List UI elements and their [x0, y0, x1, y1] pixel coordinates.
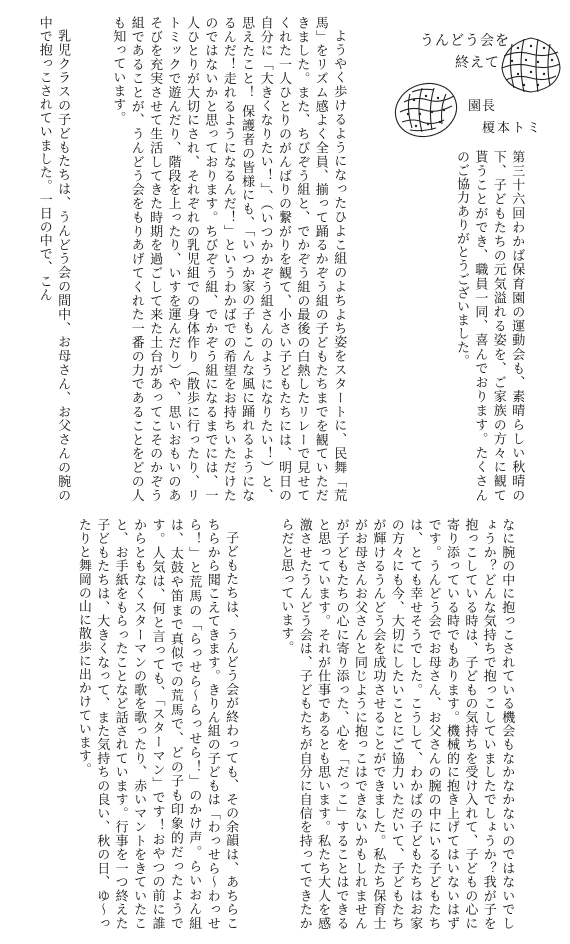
author-role: 園長	[468, 99, 497, 114]
author-name: 榎本トミ	[482, 121, 543, 136]
intro-paragraph-3: 乳児クラスの子どもたちは、うんどう会の間中、お母さん、お父さんの腕の中で抱っこされていました。一日の中で、こん	[36, 16, 71, 502]
article-title-line1: うんどう会を	[420, 33, 510, 49]
intro-paragraph-1: 第三十六回わかば保育園の運動会も、素晴らしい秋晴の下、子どもたちの元気溢れる姿を、ご家族の方々に観て貰うことができ、職員一同、喜んでおります。たくさんのご協力ありがとうございました。	[453, 150, 525, 502]
article-column-top-right	[384, 150, 562, 502]
pinecone-icon	[392, 78, 464, 142]
article-title-line2: 終えて	[455, 55, 500, 71]
article-column-bottom	[10, 518, 552, 930]
continued-paragraph-1: なに腕の中に抱っこされている機会もなかなかないのではないでしょうか？どんな気持ちで抱っこしていましたでしょうか？我が子を抱っこしている時は、子どもの気持ちを受け入れて、子どもの心に寄り添っている時でもあります。機械的に抱き上げてはいないはずです。うんどう会でお母さん、お父さんの腕の中にいる子どもたちは、とても幸せそうでした。こうして、わかばの子どもたちはお家の方々にも今、大切にしたいことにご協力いただいて、子どもたちが輝けるうんどう会を成功させることができました。私たち保育士がお母さんお父さんと同じように抱っこはできないかもしれませんが子どもたちの心に寄り添った、心を「だっこ」することはできると思っています。それが仕事であるとも思います。私たち大人を感激させたうんどう会は、子どもたちが自分に自信を持ってできたからだと思っています。	[278, 518, 515, 930]
article-column-top	[8, 16, 384, 502]
intro-paragraph-2: ようやく歩けるようになったひよこ組のよちよち姿をスタートに、民舞「荒馬」をリズム感よく全員、揃って踊るかぞう組の子どもたちまでを観ていただきました。また、ちびぞう組と、でかぞう組の最後の白熱したリレーで見せてくれた一人ひとりのがんばりの繋がりを観て、小さい子どもたちには、明日の自分に「大きくなりたい！」、（いつかかぞう組さんのようになりたい！）と、思えたこと！ 保護者の皆様にも、「いつか家の子もこんな風に踊れるようになるんだ！走れるようになるんだ！」というわかばでの希望をお持ちいただけたのではないかと思っております。ちびぞう組、でかぞう組になるまでには、一人ひとりが大切にされ、それぞれの乳児組での身体作り（散歩に行ったり、リトミックで遊んだり、階段を上ったり、いすを運んだり）や、思いおもいのあそびを充実させて生活してきた時期を過ごして来た土台があってこそのかぞう組であることが、うんどう会をもりあげてくれた一番の力であることをどの人も知っています。	[110, 16, 347, 502]
final-paragraph-1: 子どもたちは、うんどう会が終わっても、その余韻は、あちらこちらから聞こえてきます。きりん組の子どもは「わっせら〜わっせら！」と荒馬の「らっせら〜らっせら！」のかけ声。らいおん組は、太鼓や笛まで真似での荒馬で、どの子も印象的だったようです。人気は、何と言っても、「スターマン」です！おやつの前に誰からともなくスターマンの歌を歌ったり、赤いマントをきていたこと、お手紙をもらったことなど話されています。行事を一つ終えた子どもたちは、大きくなって、また気持ちの良い、秋の日、ゆ〜ったりと舞岡の山に散歩に出かけています。	[75, 518, 239, 930]
pinecone-icon	[498, 34, 564, 96]
